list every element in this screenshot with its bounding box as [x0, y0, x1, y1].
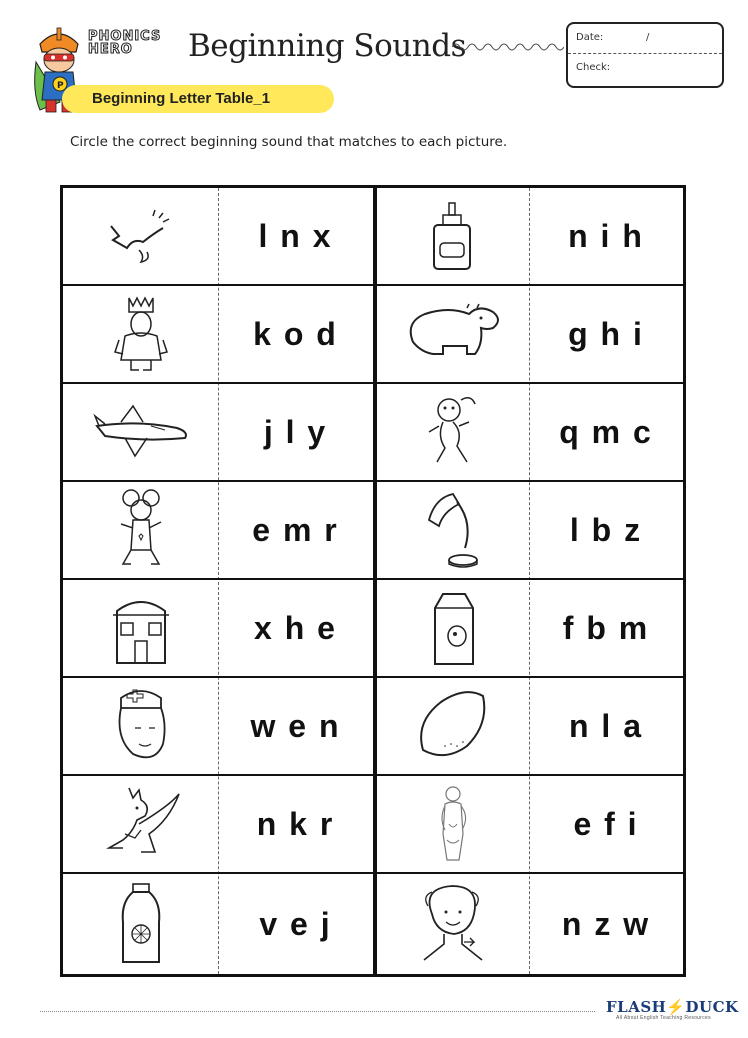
letter-choices[interactable]: f b m [562, 609, 650, 646]
svg-text:P: P [57, 81, 64, 91]
picture-cell [377, 678, 529, 774]
letter-choice-cell [218, 776, 373, 872]
letter-choice-cell [529, 776, 683, 872]
letter-choices[interactable]: g h i [568, 315, 644, 352]
kangaroo-icon [99, 784, 183, 864]
letter-choice-cell [529, 482, 683, 578]
nurse-icon [111, 684, 171, 768]
letter-choice-cell [218, 384, 373, 480]
letter-choice-cell [529, 188, 683, 284]
letter-choice-cell [218, 874, 373, 974]
letter-choice-cell [529, 580, 683, 676]
picture-cell [377, 286, 529, 382]
letter-choice-cell [218, 678, 373, 774]
mouse-icon [111, 488, 171, 572]
brand-left: FLASH [606, 998, 667, 1016]
picture-cell [63, 188, 218, 284]
letter-choice-cell [529, 678, 683, 774]
milk-carton-icon [429, 588, 477, 668]
page-title: Beginning Sounds [188, 28, 466, 64]
neck-icon [418, 884, 488, 964]
letter-choices[interactable]: e m r [252, 511, 339, 548]
picture-cell [63, 678, 218, 774]
beginning-letter-table [60, 185, 686, 977]
flashduck-logo [606, 998, 739, 1016]
picture-cell [63, 580, 218, 676]
monkey-icon [425, 392, 481, 472]
picture-cell [377, 482, 529, 578]
letter-choice-cell [529, 874, 683, 974]
glue-bottle-icon [428, 201, 478, 271]
letter-choice-cell [218, 580, 373, 676]
letter-choices[interactable]: j l y [263, 413, 328, 450]
letter-choices[interactable]: w e n [250, 707, 341, 744]
picture-cell [63, 874, 218, 974]
letter-choices[interactable]: k o d [253, 315, 338, 352]
footer-tagline: All About English Teaching Resources [616, 1015, 711, 1021]
worksheet-header [0, 0, 748, 120]
letter-choices[interactable]: n k r [256, 805, 335, 842]
squiggle-decoration-icon [452, 40, 564, 54]
letter-choice-cell [529, 384, 683, 480]
letter-choices[interactable]: e f i [573, 805, 639, 842]
phonics-hero-logo [88, 30, 161, 56]
date-separator: / [646, 32, 650, 43]
letter-choices[interactable]: n i h [568, 217, 644, 254]
date-check-divider [568, 53, 722, 54]
picture-cell [377, 384, 529, 480]
jet-plane-icon [91, 404, 191, 460]
letter-choice-cell [529, 286, 683, 382]
desk-lamp-icon [423, 490, 483, 570]
date-check-box [566, 22, 724, 88]
lemon-icon [415, 688, 491, 764]
picture-cell [377, 188, 529, 284]
logo-line-2: HERO [88, 42, 133, 57]
instruction-text: Circle the correct beginning sound that matches to each picture. [70, 134, 508, 150]
letter-choices[interactable]: n l a [568, 707, 643, 744]
letter-choices[interactable]: x h e [254, 609, 337, 646]
house-icon [109, 591, 173, 665]
letter-choices[interactable]: l b z [569, 511, 643, 548]
picture-cell [63, 384, 218, 480]
picture-cell [63, 286, 218, 382]
lips-icon [101, 206, 181, 266]
lightning-bolt-icon: ⚡ [666, 998, 686, 1016]
picture-cell [377, 580, 529, 676]
yogurt-drink-icon [119, 882, 163, 966]
picture-cell [63, 776, 218, 872]
letter-choice-cell [218, 286, 373, 382]
logo-line-1: PHONICS [88, 29, 162, 44]
picture-cell [63, 482, 218, 578]
letter-choice-cell [218, 482, 373, 578]
date-label: Date: [576, 32, 604, 43]
brand-right: DUCK [685, 998, 739, 1016]
indian-woman-icon [433, 784, 473, 864]
footer-dotted-line [40, 1011, 595, 1012]
letter-choices[interactable]: n z w [561, 905, 651, 942]
picture-cell [377, 874, 529, 974]
hippo-icon [403, 302, 503, 366]
king-icon [111, 294, 171, 374]
check-label: Check: [576, 62, 611, 73]
letter-choice-cell [218, 188, 373, 284]
letter-choices[interactable]: l n x [258, 217, 333, 254]
letter-choices[interactable]: v e j [259, 905, 332, 942]
subtitle-banner-text: Beginning Letter Table_1 [92, 90, 271, 107]
letter-choices[interactable]: q m c [559, 413, 653, 450]
picture-cell [377, 776, 529, 872]
